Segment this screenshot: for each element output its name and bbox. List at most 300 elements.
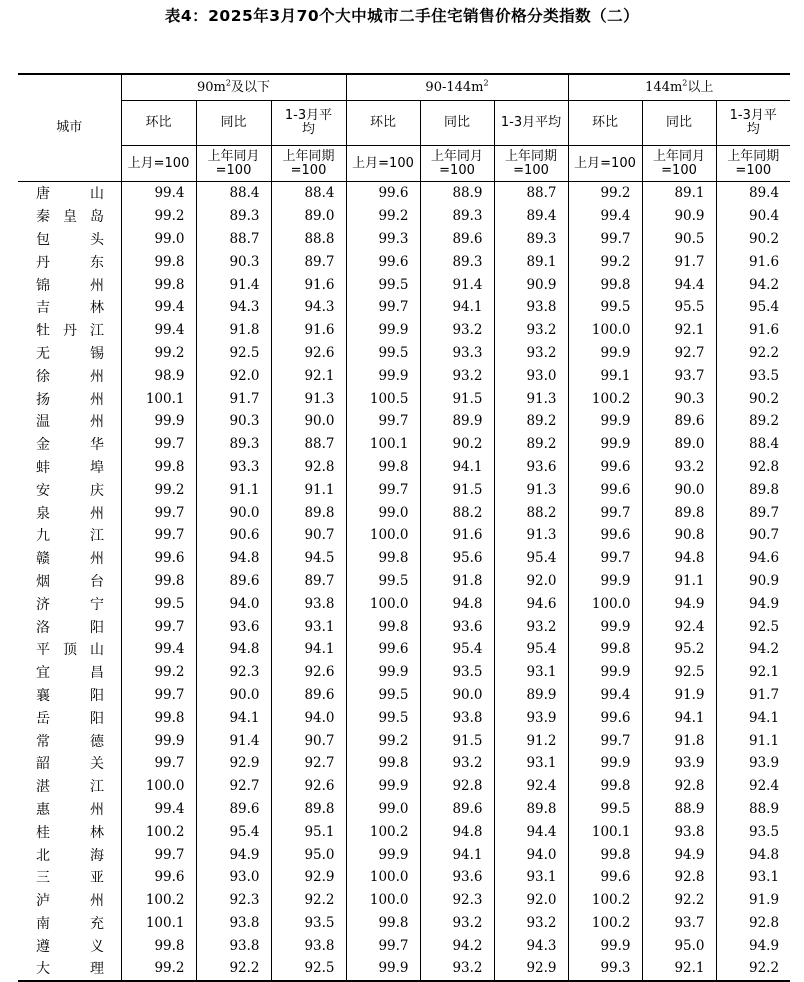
city-label: 唐 山 <box>36 186 104 203</box>
index-value: 91.6 <box>271 319 346 342</box>
index-value: 99.9 <box>346 775 420 798</box>
index-value: 91.6 <box>716 319 790 342</box>
city-label: 宜 昌 <box>36 665 104 682</box>
city-label: 包 头 <box>36 231 104 248</box>
index-value: 100.2 <box>121 889 196 912</box>
index-value: 93.8 <box>271 592 346 615</box>
index-value: 90.0 <box>420 684 494 707</box>
index-value: 98.9 <box>121 364 196 387</box>
group-header-medium: $90-144m^2$ <box>346 74 568 101</box>
index-value: 94.4 <box>494 820 568 843</box>
index-value: 99.1 <box>568 364 642 387</box>
table-row <box>18 638 790 661</box>
index-value: 89.6 <box>196 798 271 821</box>
index-value: 99.4 <box>121 182 196 205</box>
index-value: 89.6 <box>642 410 716 433</box>
index-value: 99.8 <box>346 912 420 935</box>
price-index-table <box>18 73 790 982</box>
index-value: 93.9 <box>642 752 716 775</box>
index-value: 93.2 <box>494 342 568 365</box>
index-value: 99.7 <box>568 729 642 752</box>
index-value: 99.7 <box>346 478 420 501</box>
city-name <box>18 957 121 981</box>
avg-base: 上年同期=100 <box>716 146 790 182</box>
index-value: 88.9 <box>420 182 494 205</box>
index-value: 99.9 <box>568 661 642 684</box>
index-value: 94.8 <box>196 547 271 570</box>
index-value: 89.1 <box>494 250 568 273</box>
index-value: 99.2 <box>568 250 642 273</box>
index-value: 93.3 <box>420 342 494 365</box>
mom-base: 上月=100 <box>346 146 420 182</box>
index-value: 99.6 <box>121 866 196 889</box>
index-value: 90.2 <box>716 387 790 410</box>
index-value: 91.3 <box>494 387 568 410</box>
index-value: 99.7 <box>346 296 420 319</box>
index-value: 99.6 <box>346 250 420 273</box>
index-value: 99.5 <box>346 706 420 729</box>
index-value: 92.5 <box>716 615 790 638</box>
mom-header: 环比 <box>346 101 420 146</box>
index-value: 88.9 <box>716 798 790 821</box>
city-label: 大 理 <box>36 961 104 978</box>
index-value: 94.3 <box>196 296 271 319</box>
index-value: 94.3 <box>271 296 346 319</box>
index-value: 99.5 <box>346 570 420 593</box>
index-value: 94.8 <box>196 638 271 661</box>
index-value: 99.2 <box>121 205 196 228</box>
index-value: 99.8 <box>568 273 642 296</box>
index-value: 95.4 <box>716 296 790 319</box>
city-name <box>18 866 121 889</box>
city-label: 徐 州 <box>36 368 104 385</box>
index-value: 90.0 <box>642 478 716 501</box>
index-value: 99.5 <box>346 342 420 365</box>
index-value: 99.8 <box>121 456 196 479</box>
index-value: 99.4 <box>568 684 642 707</box>
city-label: 桂 林 <box>36 824 104 841</box>
index-value: 89.8 <box>494 798 568 821</box>
index-value: 92.1 <box>271 364 346 387</box>
index-value: 100.1 <box>121 387 196 410</box>
index-value: 95.0 <box>271 843 346 866</box>
index-value: 91.6 <box>716 250 790 273</box>
table-row <box>18 387 790 410</box>
index-value: 92.5 <box>271 957 346 981</box>
city-name <box>18 547 121 570</box>
index-value: 100.0 <box>346 592 420 615</box>
index-value: 99.9 <box>568 433 642 456</box>
avg-header: 1-3月平均 <box>494 101 568 146</box>
city-name <box>18 205 121 228</box>
index-value: 99.9 <box>121 410 196 433</box>
table-row <box>18 228 790 251</box>
index-value: 89.1 <box>642 182 716 205</box>
index-value: 94.1 <box>420 843 494 866</box>
index-value: 91.1 <box>196 478 271 501</box>
index-value: 93.1 <box>716 866 790 889</box>
index-value: 89.8 <box>271 501 346 524</box>
index-value: 99.7 <box>121 433 196 456</box>
index-value: 99.8 <box>346 615 420 638</box>
table-row <box>18 889 790 912</box>
index-value: 91.8 <box>642 729 716 752</box>
index-value: 99.9 <box>568 570 642 593</box>
index-value: 91.1 <box>642 570 716 593</box>
index-value: 92.2 <box>716 957 790 981</box>
index-value: 99.8 <box>346 752 420 775</box>
index-value: 91.5 <box>420 729 494 752</box>
index-value: 99.2 <box>121 957 196 981</box>
index-value: 99.4 <box>121 319 196 342</box>
index-value: 99.4 <box>121 798 196 821</box>
index-value: 90.8 <box>642 524 716 547</box>
index-value: 99.4 <box>121 638 196 661</box>
table-row <box>18 547 790 570</box>
mom-header: 环比 <box>121 101 196 146</box>
index-value: 91.7 <box>642 250 716 273</box>
index-value: 99.7 <box>121 501 196 524</box>
index-value: 91.8 <box>196 319 271 342</box>
city-column-header: 城市 <box>18 74 121 182</box>
index-value: 91.9 <box>716 889 790 912</box>
city-label: 牡 丹 江 <box>36 323 104 340</box>
index-value: 89.3 <box>420 205 494 228</box>
index-value: 91.3 <box>494 478 568 501</box>
index-value: 99.9 <box>568 752 642 775</box>
city-name <box>18 296 121 319</box>
index-value: 90.9 <box>716 570 790 593</box>
table-row <box>18 319 790 342</box>
table-row <box>18 250 790 273</box>
index-value: 88.7 <box>271 433 346 456</box>
index-value: 92.9 <box>494 957 568 981</box>
index-value: 91.9 <box>642 684 716 707</box>
index-value: 91.7 <box>716 684 790 707</box>
index-value: 99.3 <box>568 957 642 981</box>
index-value: 90.3 <box>196 250 271 273</box>
index-value: 92.3 <box>420 889 494 912</box>
index-value: 100.2 <box>568 387 642 410</box>
yoy-header: 同比 <box>420 101 494 146</box>
yoy-header: 同比 <box>196 101 271 146</box>
index-value: 93.6 <box>494 456 568 479</box>
index-value: 88.4 <box>716 433 790 456</box>
index-value: 94.3 <box>494 934 568 957</box>
index-value: 100.2 <box>121 820 196 843</box>
index-value: 99.8 <box>121 273 196 296</box>
table-row <box>18 729 790 752</box>
city-label: 烟 台 <box>36 573 104 590</box>
index-value: 89.4 <box>494 205 568 228</box>
index-value: 92.1 <box>642 319 716 342</box>
table-row <box>18 364 790 387</box>
index-value: 95.4 <box>494 547 568 570</box>
index-value: 93.2 <box>494 319 568 342</box>
index-value: 99.8 <box>121 250 196 273</box>
index-value: 88.7 <box>494 182 568 205</box>
yoy-base: 上年同月=100 <box>196 146 271 182</box>
group-header-small: $90m^2$及以下 <box>121 74 346 101</box>
index-value: 99.0 <box>346 798 420 821</box>
index-value: 89.2 <box>494 433 568 456</box>
index-value: 99.9 <box>346 661 420 684</box>
city-label: 锦 州 <box>36 277 104 294</box>
index-value: 99.9 <box>346 319 420 342</box>
index-value: 99.9 <box>121 729 196 752</box>
index-value: 89.3 <box>196 205 271 228</box>
index-value: 99.9 <box>346 364 420 387</box>
city-label: 吉 林 <box>36 300 104 317</box>
index-value: 93.6 <box>196 615 271 638</box>
index-value: 91.3 <box>271 387 346 410</box>
index-value: 99.4 <box>568 205 642 228</box>
city-label: 惠 州 <box>36 801 104 818</box>
index-value: 92.1 <box>716 661 790 684</box>
city-name <box>18 524 121 547</box>
index-value: 90.0 <box>196 684 271 707</box>
index-value: 91.4 <box>196 273 271 296</box>
index-value: 89.8 <box>642 501 716 524</box>
index-value: 99.5 <box>568 798 642 821</box>
index-value: 94.0 <box>271 706 346 729</box>
index-value: 90.0 <box>271 410 346 433</box>
index-value: 93.6 <box>420 866 494 889</box>
index-value: 100.0 <box>568 319 642 342</box>
index-value: 93.5 <box>716 820 790 843</box>
index-value: 90.2 <box>716 228 790 251</box>
index-value: 99.7 <box>121 843 196 866</box>
index-value: 94.1 <box>716 706 790 729</box>
index-value: 90.4 <box>716 205 790 228</box>
group-header-large: $144m^2$以上 <box>568 74 790 101</box>
index-value: 92.6 <box>271 775 346 798</box>
table-row <box>18 843 790 866</box>
index-value: 92.1 <box>642 957 716 981</box>
index-value: 95.0 <box>642 934 716 957</box>
index-value: 99.8 <box>346 456 420 479</box>
index-value: 99.6 <box>568 866 642 889</box>
city-name <box>18 410 121 433</box>
index-value: 92.0 <box>494 570 568 593</box>
index-value: 90.5 <box>642 228 716 251</box>
city-name <box>18 228 121 251</box>
index-value: 99.7 <box>568 547 642 570</box>
index-value: 92.8 <box>271 456 346 479</box>
index-value: 88.2 <box>420 501 494 524</box>
index-value: 93.9 <box>494 706 568 729</box>
index-value: 91.6 <box>420 524 494 547</box>
index-value: 94.9 <box>642 843 716 866</box>
table-row <box>18 182 790 205</box>
index-value: 89.6 <box>196 570 271 593</box>
avg-header: 1-3月平均 <box>271 101 346 146</box>
city-name <box>18 775 121 798</box>
index-value: 99.6 <box>568 706 642 729</box>
index-value: 94.2 <box>716 638 790 661</box>
index-value: 92.2 <box>271 889 346 912</box>
index-value: 88.4 <box>196 182 271 205</box>
index-value: 99.6 <box>568 524 642 547</box>
index-value: 94.2 <box>420 934 494 957</box>
index-value: 95.4 <box>420 638 494 661</box>
index-value: 99.7 <box>121 524 196 547</box>
index-value: 89.9 <box>494 684 568 707</box>
index-value: 99.6 <box>568 456 642 479</box>
index-value: 99.6 <box>346 182 420 205</box>
table-row <box>18 820 790 843</box>
index-value: 89.6 <box>420 798 494 821</box>
index-value: 92.2 <box>196 957 271 981</box>
index-value: 93.2 <box>494 615 568 638</box>
index-value: 89.2 <box>494 410 568 433</box>
avg-base: 上年同期=100 <box>494 146 568 182</box>
index-value: 99.8 <box>568 638 642 661</box>
index-value: 100.0 <box>568 592 642 615</box>
index-value: 92.4 <box>642 615 716 638</box>
city-name <box>18 570 121 593</box>
index-value: 93.8 <box>271 934 346 957</box>
index-value: 99.7 <box>121 615 196 638</box>
index-value: 99.9 <box>568 342 642 365</box>
index-value: 92.7 <box>271 752 346 775</box>
index-value: 90.7 <box>716 524 790 547</box>
index-value: 88.2 <box>494 501 568 524</box>
index-value: 93.2 <box>494 912 568 935</box>
city-name <box>18 592 121 615</box>
index-value: 90.2 <box>420 433 494 456</box>
table-row <box>18 592 790 615</box>
city-label: 金 华 <box>36 437 104 454</box>
city-name <box>18 934 121 957</box>
table-row <box>18 456 790 479</box>
index-value: 93.2 <box>420 364 494 387</box>
city-name <box>18 250 121 273</box>
table-row <box>18 934 790 957</box>
index-value: 89.7 <box>271 250 346 273</box>
city-label: 常 德 <box>36 733 104 750</box>
table-title: 表4：2025年3月70个大中城市二手住宅销售价格分类指数（二） <box>164 7 640 25</box>
index-value: 92.6 <box>271 342 346 365</box>
city-label: 泸 州 <box>36 893 104 910</box>
index-value: 91.7 <box>196 387 271 410</box>
index-value: 93.2 <box>420 319 494 342</box>
index-value: 91.6 <box>271 273 346 296</box>
index-value: 92.9 <box>196 752 271 775</box>
index-value: 88.8 <box>271 228 346 251</box>
index-value: 93.8 <box>196 934 271 957</box>
index-value: 92.8 <box>642 775 716 798</box>
index-value: 92.2 <box>642 889 716 912</box>
index-value: 94.1 <box>642 706 716 729</box>
index-value: 92.8 <box>716 912 790 935</box>
city-name <box>18 456 121 479</box>
table-row <box>18 433 790 456</box>
table-row <box>18 501 790 524</box>
index-value: 100.0 <box>346 866 420 889</box>
index-value: 90.3 <box>642 387 716 410</box>
index-value: 94.9 <box>716 934 790 957</box>
index-value: 99.6 <box>568 478 642 501</box>
table-row <box>18 866 790 889</box>
index-value: 90.7 <box>271 729 346 752</box>
avg-header: 1-3月平均 <box>716 101 790 146</box>
index-value: 94.2 <box>716 273 790 296</box>
city-label: 九 江 <box>36 528 104 545</box>
table-row <box>18 775 790 798</box>
index-value: 94.4 <box>642 273 716 296</box>
index-value: 89.3 <box>420 250 494 273</box>
index-value: 95.6 <box>420 547 494 570</box>
index-value: 99.9 <box>568 934 642 957</box>
city-name <box>18 798 121 821</box>
index-value: 90.9 <box>642 205 716 228</box>
table-row <box>18 661 790 684</box>
index-value: 89.6 <box>271 684 346 707</box>
index-value: 93.6 <box>420 615 494 638</box>
city-name <box>18 319 121 342</box>
index-value: 89.6 <box>420 228 494 251</box>
table-row <box>18 205 790 228</box>
index-value: 100.1 <box>346 433 420 456</box>
city-name <box>18 182 121 205</box>
city-label: 温 州 <box>36 414 104 431</box>
city-name <box>18 638 121 661</box>
index-value: 99.7 <box>346 934 420 957</box>
city-name <box>18 752 121 775</box>
table-row <box>18 615 790 638</box>
index-value: 93.9 <box>716 752 790 775</box>
city-name <box>18 433 121 456</box>
index-value: 89.7 <box>716 501 790 524</box>
city-label: 岳 阳 <box>36 710 104 727</box>
index-value: 93.3 <box>196 456 271 479</box>
index-value: 91.1 <box>716 729 790 752</box>
index-value: 88.9 <box>642 798 716 821</box>
index-value: 99.6 <box>346 638 420 661</box>
index-value: 94.8 <box>716 843 790 866</box>
index-value: 99.7 <box>568 501 642 524</box>
index-value: 94.8 <box>420 592 494 615</box>
index-value: 91.1 <box>271 478 346 501</box>
index-value: 100.5 <box>346 387 420 410</box>
index-value: 94.6 <box>716 547 790 570</box>
index-value: 91.2 <box>494 729 568 752</box>
index-value: 99.9 <box>346 957 420 981</box>
index-value: 92.0 <box>196 364 271 387</box>
city-label: 蚌 埠 <box>36 459 104 476</box>
index-value: 92.0 <box>494 889 568 912</box>
city-name <box>18 912 121 935</box>
index-value: 100.2 <box>568 889 642 912</box>
index-value: 100.0 <box>346 524 420 547</box>
index-value: 93.7 <box>642 364 716 387</box>
index-value: 99.8 <box>568 775 642 798</box>
index-value: 90.9 <box>494 273 568 296</box>
index-value: 92.5 <box>196 342 271 365</box>
index-value: 92.5 <box>642 661 716 684</box>
index-value: 93.5 <box>420 661 494 684</box>
yoy-base: 上年同月=100 <box>642 146 716 182</box>
index-value: 92.4 <box>716 775 790 798</box>
index-value: 99.3 <box>346 228 420 251</box>
index-value: 99.2 <box>121 342 196 365</box>
index-value: 94.6 <box>494 592 568 615</box>
index-value: 93.2 <box>420 752 494 775</box>
index-value: 99.8 <box>121 570 196 593</box>
city-name <box>18 684 121 707</box>
city-name <box>18 501 121 524</box>
